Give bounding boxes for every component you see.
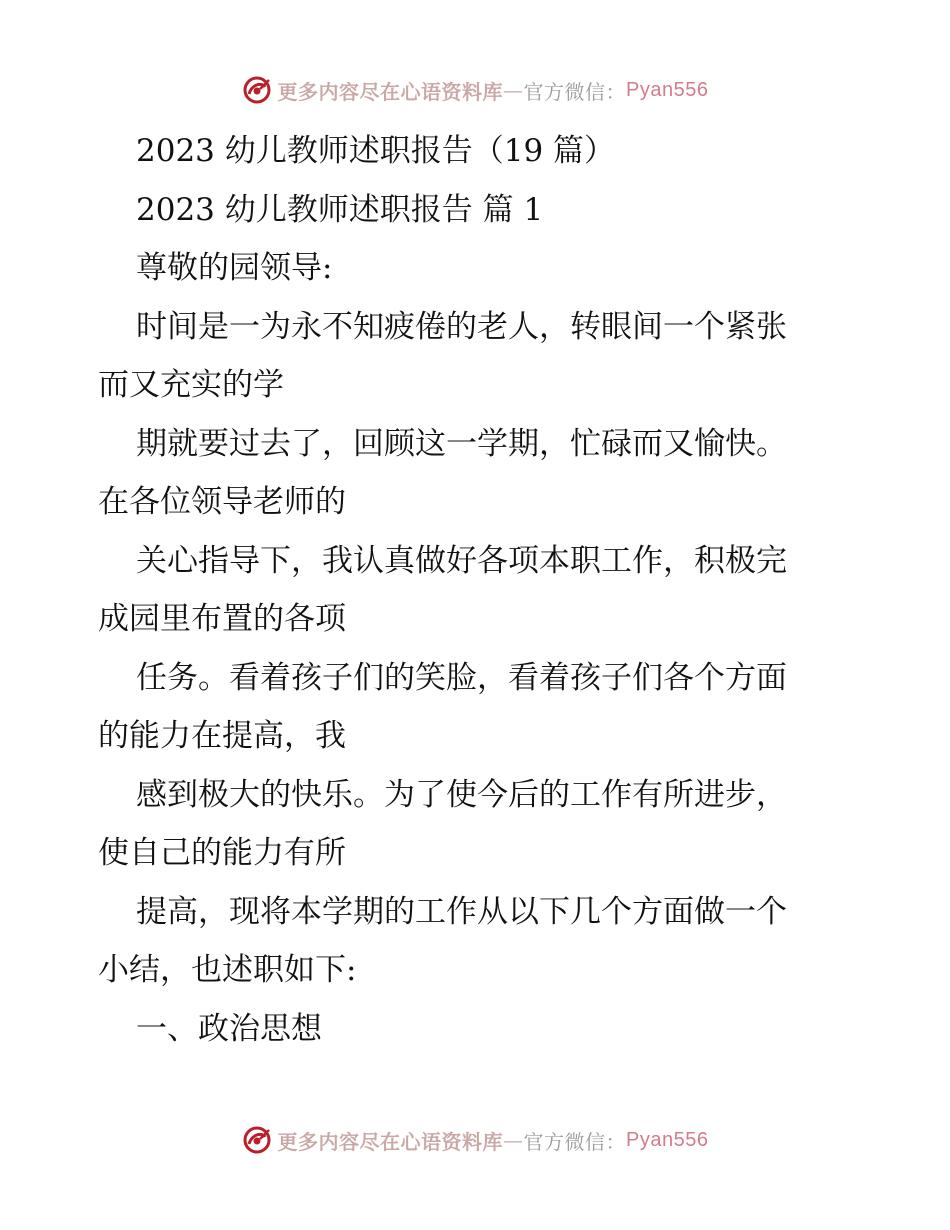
watermark-wechat-label: 官方微信： bbox=[523, 1129, 627, 1154]
salutation: 尊敬的园领导: bbox=[136, 250, 333, 286]
watermark-wechat-id: Pyan556 bbox=[626, 1128, 709, 1151]
paragraph-line: 在各位领导老师的 bbox=[98, 484, 346, 520]
paragraph-line: 任务。看着孩子们的笑脸，看着孩子们各个方面 bbox=[136, 659, 787, 696]
red-swirl-logo-icon bbox=[242, 1125, 272, 1155]
watermark-site-text: 更多内容尽在心语资料库 bbox=[277, 1129, 504, 1154]
paragraph-line: 提高，现将本学期的工作从以下几个方面做一个 bbox=[136, 893, 787, 930]
paragraph-line: 成园里布置的各项 bbox=[98, 601, 346, 637]
document-body bbox=[98, 122, 878, 1058]
watermark-wechat-id: Pyan556 bbox=[626, 78, 709, 101]
footer-watermark bbox=[0, 1120, 950, 1160]
subsection-heading: 一、政治思想 bbox=[136, 1010, 322, 1047]
paragraph-line: 期就要过去了，回顾这一学期，忙碌而又愉快。 bbox=[136, 425, 787, 462]
red-swirl-logo-icon bbox=[242, 75, 272, 105]
watermark-dash: — bbox=[503, 1128, 524, 1152]
watermark-wechat-label: 官方微信： bbox=[523, 79, 627, 104]
paragraph-line: 使自己的能力有所 bbox=[98, 835, 346, 871]
watermark-dash: — bbox=[503, 78, 524, 102]
paragraph-line: 的能力在提高，我 bbox=[98, 718, 346, 754]
paragraph-line: 关心指导下，我认真做好各项本职工作，积极完 bbox=[136, 542, 787, 579]
paragraph-line: 时间是一为永不知疲倦的老人，转眼间一个紧张 bbox=[136, 308, 787, 345]
watermark-site-text: 更多内容尽在心语资料库 bbox=[277, 79, 504, 104]
section-heading: 2023 幼儿教师述职报告 篇 1 bbox=[136, 191, 544, 228]
paragraph-line: 而又充实的学 bbox=[98, 367, 284, 403]
paragraph-line: 感到极大的快乐。为了使今后的工作有所进步， bbox=[136, 776, 787, 813]
paragraph-line: 小结，也述职如下: bbox=[98, 952, 357, 988]
document-title: 2023 幼儿教师述职报告（19 篇） bbox=[136, 133, 616, 169]
header-watermark bbox=[0, 70, 950, 110]
